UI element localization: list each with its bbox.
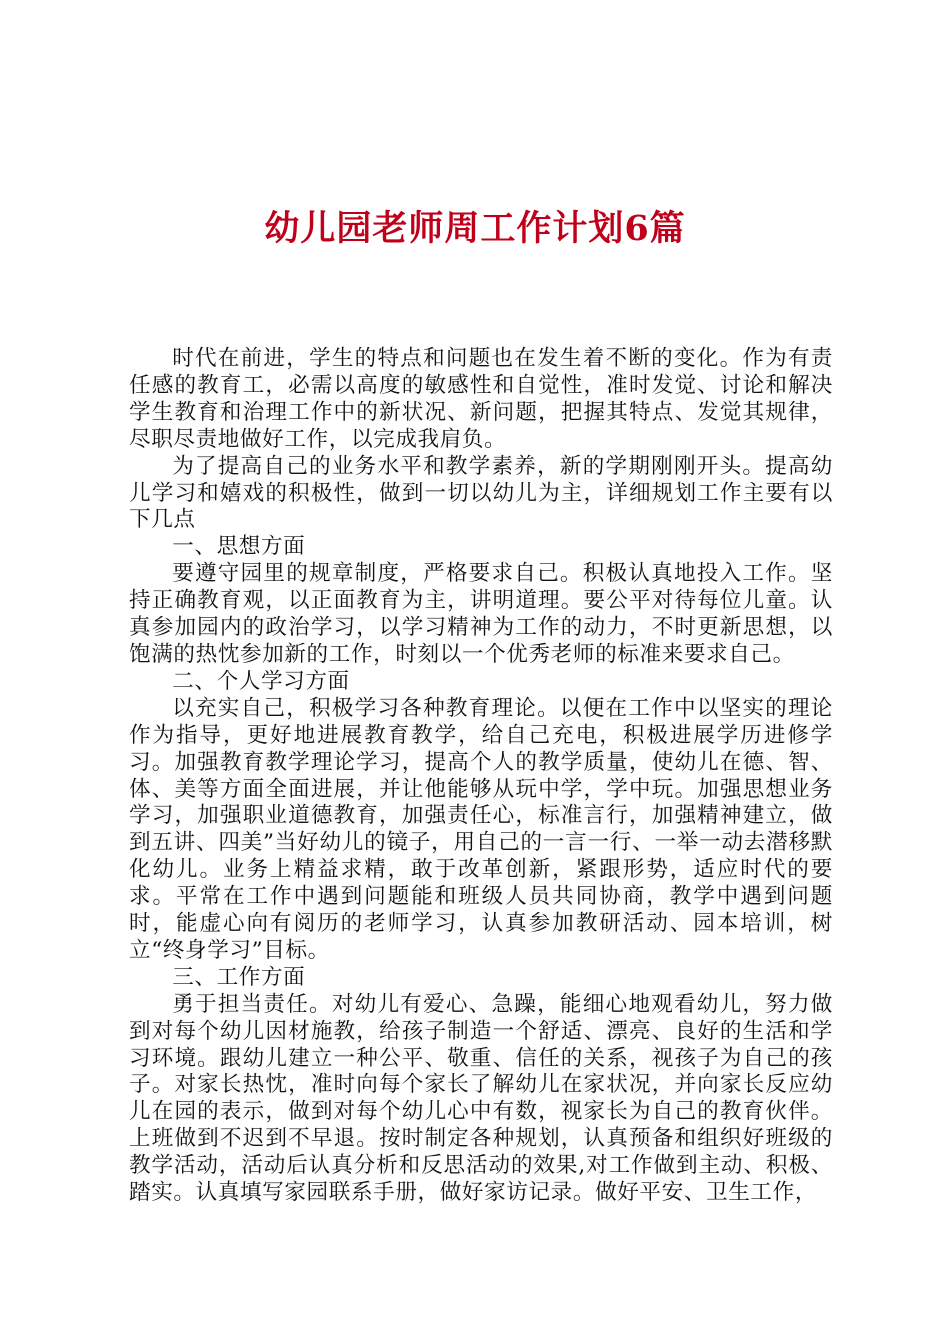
document-title: 幼儿园老师周工作计划6篇	[264, 208, 686, 249]
section-heading-study: 二、个人学习方面	[172, 668, 350, 694]
paragraph-thought: 要遵守园里的规章制度，严格要求自己。积极认真地投入工作。坚持正确教育观，以正面教育为主，讲明道理。要公平对待每位儿童。认真参加园内的政治学习，以学习精神为工作的动力，不时更新思想，以饱满的热忱参加新的工作，时刻以一个优秀老师的标准来要求自己。	[129, 561, 833, 667]
document-body	[129, 346, 833, 1207]
paragraph-intro: 时代在前进，学生的特点和问题也在发生着不断的变化。作为有责任感的教育工，必需以高度的敏感性和自觉性，准时发觉、讨论和解决学生教育和治理工作中的新状况、新问题，把握其特点、发觉其规律，尽职尽责地做好工作，以完成我肩负。	[129, 346, 833, 452]
paragraph-work: 勇于担当责任。对幼儿有爱心、急躁，能细心地观看幼儿，努力做到对每个幼儿因材施教，给孩子制造一个舒适、漂亮、良好的生活和学习环境。跟幼儿建立一种公平、敬重、信任的关系，视孩子为自己的孩子。对家长热忱，准时向每个家长了解幼儿在家状况，并向家长反应幼儿在园的表示，做到对每个幼儿心中有数，视家长为自己的教育伙伴。上班做到不迟到不早退。按时制定各种规划，认真预备和组织好班级的教学活动，活动后认真分析和反思活动的效果,对工作做到主动、积极、踏实。认真填写家园联系手册，做好家访记录。做好平安、卫生工作，	[129, 991, 833, 1206]
paragraph-purpose: 为了提高自己的业务水平和教学素养，新的学期刚刚开头。提高幼儿学习和嬉戏的积极性，做到一切以幼儿为主，详细规划工作主要有以下几点	[129, 453, 833, 533]
section-heading-work: 三、工作方面	[172, 964, 306, 990]
paragraph-study: 以充实自己，积极学习各种教育理论。以便在工作中以坚实的理论作为指导，更好地进展教育教学，给自己充电，积极进展学历进修学习。加强教育教学理论学习，提高个人的教学质量，使幼儿在德、智、体、美等方面全面进展，并让他能够从玩中学，学中玩。加强思想业务学习，加强职业道德教育，加强责任心，标准言行，加强精神建立，做到五讲、四美”当好幼儿的镜子，用自己的一言一行、一举一动去潜移默化幼儿。业务上精益求精，敢于改革创新，紧跟形势，适应时代的要求。平常在工作中遇到问题能和班级人员共同协商，教学中遇到问题时，能虚心向有阅历的老师学习，认真参加教研活动、园本培训，树立“终身学习”目标。	[129, 695, 833, 963]
section-heading-thought: 一、思想方面	[172, 534, 306, 560]
